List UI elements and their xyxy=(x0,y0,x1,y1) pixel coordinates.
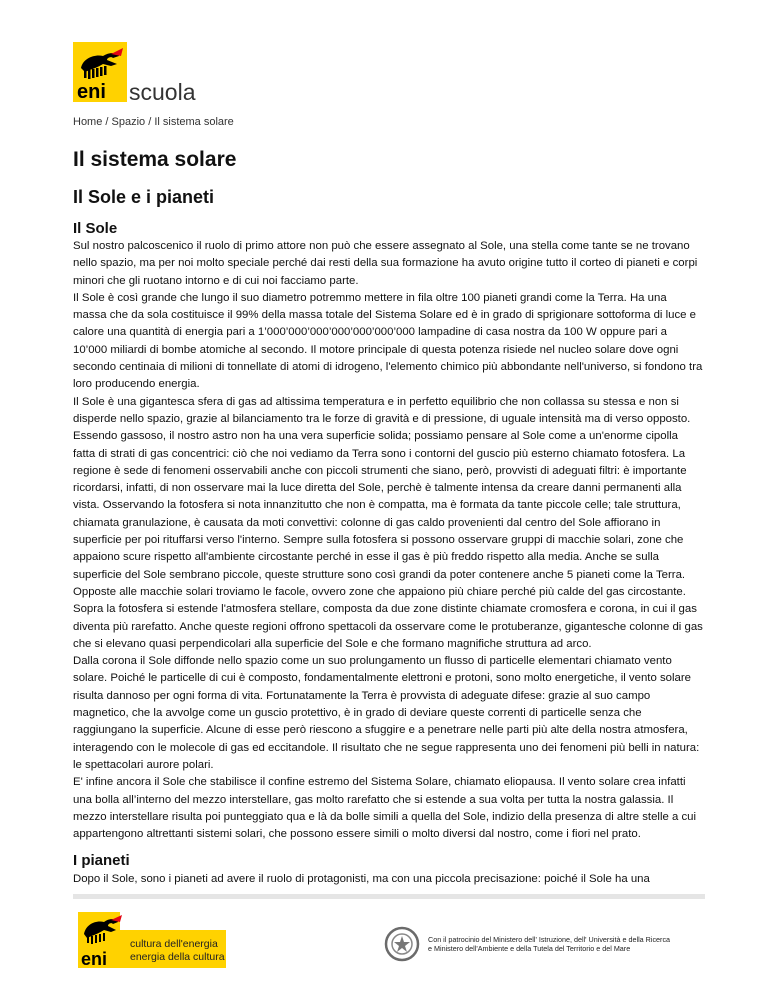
article-body-sole xyxy=(73,238,703,843)
page-subtitle: Il Sole e i pianeti xyxy=(73,187,215,207)
paragraph: E' infine ancora il Sole che stabilisce il confine estremo del Sistema Solare, chiamato eliopausa. Il vento solare crea infatti una bolla all’interno del mezzo interstellare, gas molto rarefatto che si estende a sua volta per tutta la nostra galassia. Il mezzo interstellare risulta poi punteggiato qua e là da bolle simili a quella del Sole, indizio della presenza di altre stelle a cui appartengono altrettanti sistemi solari, che possono essere simili o molto diversi dal nostro, come i fiori nel prato. xyxy=(73,776,697,841)
paragraph: Sopra la fotosfera si estende l'atmosfera stellare, composta da due zone distinte chiamate cromosfera e corona, in cui il gas diventa più rarefatto. Anche queste regioni offrono spettacoli da osservare come le protuberanze, gigantesche colonne di gas che si elevano quasi perpendicolari alla superficie del Sole e che formano magnifiche struttura ad arco. xyxy=(73,603,703,650)
italian-republic-emblem-icon xyxy=(384,926,420,962)
paragraph-pianeti: Dopo il Sole, sono i pianeti ad avere il ruolo di protagonisti, ma con una piccola precisazione: poiché il Sole ha una xyxy=(73,873,650,885)
paragraph: Il Sole è così grande che lungo il suo diametro potremmo mettere in fila oltre 100 pianeti grandi come la Terra. Ha una massa che da sola costituisce il 99% della massa totale del Sistema Solare ed è in grado di sprigionare sottoforma di luce e calore una quantità di energia pari a 1’000’000’000’000’000’000’000 lampadine di casa nostra da 100 W oppure pari a 10’000 miliardi di bombe atomiche al secondo. Il motore principale di questa potenza risiede nel nucleo solare dove ogni secondo centinaia di milioni di tonnellate di atomi di idrogeno, l'elemento chimico più abbondante nell'universo, si fondono tra loro producendo energia. xyxy=(73,291,703,391)
section-heading-sole: Il Sole xyxy=(73,220,118,237)
eniscuola-logo[interactable] xyxy=(73,42,203,104)
paragraph: Essendo gassoso, il nostro astro non ha una vera superficie solida; possiamo pensare al Sole come a un'enorme cipolla fatta di strati di gas concentrici: ciò che noi vediamo da Terra sono i contorni del guscio più esterno chiamato fotosfera. La regione è sede di fenomeni osservabili anche con piccoli strumenti che siano, però, provvisti di adeguati filtri: è importante ricordarsi, infatti, di non osservare mai la luce diretta del Sole, perchè è talmente intensa da creare danni permanenti alla vista. Osservando la fotosfera si nota innanzitutto che non è compatta, ma è formata da tante piccole celle; tale struttura, chiamata granulazione, è causata da moti convettivi: colonne di gas caldo provenienti dal centro del Sole affiorano in superficie per poi rituffarsi verso l'interno. Sempre sulla fotosfera si possono osservare gruppi di macchie solari, zone che appaiono scure rispetto all'ambiente circostante perché in esse il gas è più freddo rispetto alla media. Anche se sulla superficie del Sole sembrano piccole, queste strutture sono così grandi da poter contenere anche 5 pianeti come la Terra. Opposte alle macchie solari troviamo le facole, ovvero zone che appaiono più chiare perché più calde del gas circostante. xyxy=(73,430,687,598)
section-heading-pianeti: I pianeti xyxy=(73,852,130,869)
logo-suffix-text: scuola xyxy=(129,79,196,104)
logo-brand-text: eni xyxy=(77,81,106,103)
footer-logo-brand: eni xyxy=(81,949,108,969)
footer-tagline-1: cultura dell'energia xyxy=(130,938,218,950)
paragraph: Il Sole è una gigantesca sfera di gas ad altissima temperatura e in perfetto equilibrio che non collassa su stessa e non si disperde nello spazio, grazie al bilanciamento tra le forze di gravità e di pressione, di uguale intensità ma di verso opposto. xyxy=(73,395,691,425)
breadcrumb[interactable]: Home / Spazio / Il sistema solare xyxy=(73,116,234,128)
page-title: Il sistema solare xyxy=(73,148,237,171)
patronage-line-1: Con il patrocinio del Ministero dell' Istruzione, dell' Università e della Ricerca xyxy=(428,935,671,944)
eni-cultura-logo xyxy=(78,912,228,970)
paragraph: Sul nostro palcoscenico il ruolo di primo attore non può che essere assegnato al Sole, una stella come tante se ne trovano nello spazio, ma per noi molto speciale perché dai resti della sua formazione ha avuto origine tutto il corteo di pianeti e corpi minori che gli ruotano intorno e di cui noi facciamo parte. xyxy=(73,240,698,287)
footer-tagline-2: energia della cultura xyxy=(130,951,225,963)
paragraph: Dalla corona il Sole diffonde nello spazio come un suo prolungamento un flusso di particelle elementari chiamato vento solare. Poiché le particelle di cui è composto, fondamentalmente elettroni e protoni, sono molto energetiche, il vento solare risulta dannoso per ogni forma di vita. Fortunatamente la Terra è provvista di adeguate difese: grazie al suo campo magnetico, che la avvolge come un guscio protettivo, è in grado di deviare queste correnti di particelle senza che raggiungano la superficie. Alcune di esse però riescono a sfuggire e a penetrare nelle parti più alte della nostra atmosfera, interagendo con le molecole di gas ed eccitandole. Il risultato che ne segue rappresenta uno dei fenomeni più belli in natura: le spettacolari aurore polari. xyxy=(73,655,700,771)
footer-divider xyxy=(73,894,705,899)
patronage-text xyxy=(428,935,728,953)
patronage-line-2: e Ministero dell'Ambiente e della Tutela del Territorio e del Mare xyxy=(428,944,631,953)
